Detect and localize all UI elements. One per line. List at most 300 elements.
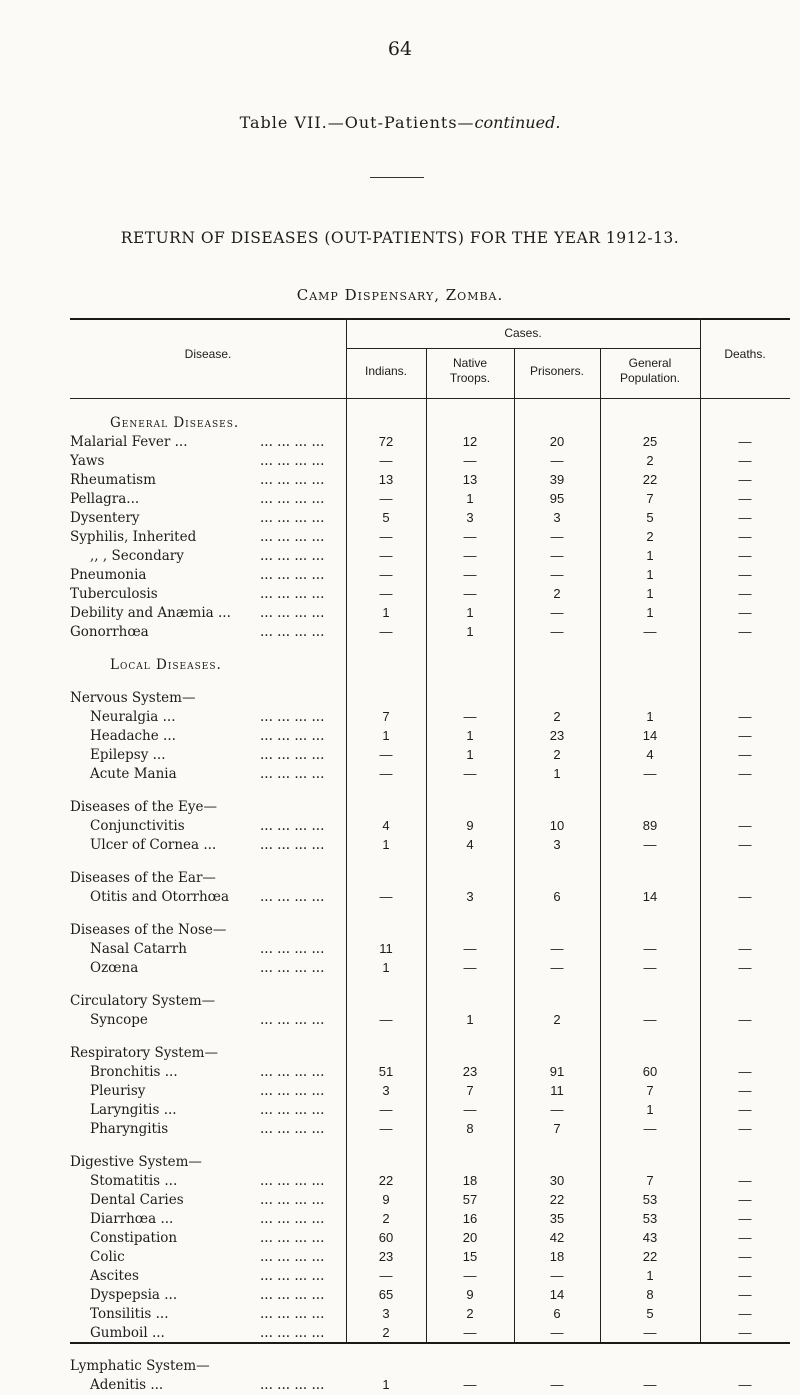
cell-prisoners: 42: [549, 1230, 565, 1245]
cell-indians: 72: [378, 434, 394, 449]
cell-general-population: 8: [646, 1287, 654, 1302]
cases-header-rule: [346, 348, 700, 349]
cell-indians: —: [379, 586, 393, 601]
cell-prisoners: 2: [553, 1012, 561, 1027]
cell-native-troops: —: [463, 586, 477, 601]
cell-general-population: 5: [646, 1306, 654, 1321]
header-bottom-rule: [70, 398, 790, 399]
cell-native-troops: 12: [462, 434, 478, 449]
cell-general-population: 43: [642, 1230, 658, 1245]
group-heading: Diseases of the Nose—: [70, 922, 227, 938]
group-row: [70, 1152, 790, 1172]
cell-deaths: —: [738, 491, 752, 506]
table-row: [70, 1171, 790, 1191]
cell-native-troops: 1: [466, 747, 474, 762]
cell-native-troops: 1: [466, 1012, 474, 1027]
disease-name: Pellagra...: [70, 491, 140, 507]
cell-prisoners: —: [550, 624, 564, 639]
cell-deaths: —: [738, 1102, 752, 1117]
disease-name: Rheumatism: [70, 472, 156, 488]
group-row: [70, 991, 790, 1011]
cell-indians: —: [379, 1012, 393, 1027]
leader-dots: ... ... ... ...: [260, 1102, 325, 1118]
disease-name: Debility and Anæmia ...: [70, 605, 231, 621]
leader-dots: ... ... ... ...: [260, 1121, 325, 1137]
disease-name: Gumboil ...: [90, 1325, 165, 1341]
disease-name: Gonorrhœa: [70, 624, 149, 640]
cell-native-troops: 15: [462, 1249, 478, 1264]
leader-dots: ... ... ... ...: [260, 709, 325, 725]
cell-deaths: —: [738, 941, 752, 956]
cell-prisoners: —: [550, 1377, 564, 1392]
cell-indians: 1: [382, 605, 390, 620]
cell-prisoners: —: [550, 548, 564, 563]
cell-general-population: —: [643, 624, 657, 639]
disease-name: Conjunctivitis: [90, 818, 185, 834]
disease-name: Malarial Fever ...: [70, 434, 188, 450]
leader-dots: ... ... ... ...: [260, 605, 325, 621]
section-heading: Local Diseases.: [110, 657, 222, 673]
cell-general-population: 53: [642, 1192, 658, 1207]
cell-indians: 2: [382, 1211, 390, 1226]
table-row: [70, 958, 790, 978]
cell-native-troops: —: [463, 1102, 477, 1117]
title-divider: [370, 177, 424, 178]
header-native-troops: Native Troops.: [449, 356, 491, 385]
cell-prisoners: 35: [549, 1211, 565, 1226]
leader-dots: ... ... ... ...: [260, 1230, 325, 1246]
cell-prisoners: 10: [549, 818, 565, 833]
cell-prisoners: —: [550, 941, 564, 956]
cell-prisoners: —: [550, 960, 564, 975]
table-row: [70, 1081, 790, 1101]
table-row: [70, 1190, 790, 1210]
leader-dots: ... ... ... ...: [260, 1287, 325, 1303]
cell-native-troops: 13: [462, 472, 478, 487]
table-row: [70, 508, 790, 528]
cell-general-population: 89: [642, 818, 658, 833]
cell-general-population: 1: [646, 605, 654, 620]
cell-general-population: —: [643, 1121, 657, 1136]
disease-name: Syncope: [90, 1012, 148, 1028]
cell-indians: —: [379, 1102, 393, 1117]
leader-dots: ... ... ... ...: [260, 1377, 325, 1393]
cell-deaths: —: [738, 605, 752, 620]
cell-indians: —: [379, 529, 393, 544]
disease-name: Pleurisy: [90, 1083, 146, 1099]
table-row: [70, 565, 790, 585]
cell-indians: —: [379, 624, 393, 639]
table-row: [70, 432, 790, 452]
cell-indians: 7: [382, 709, 390, 724]
cell-native-troops: 2: [466, 1306, 474, 1321]
cell-general-population: 25: [642, 434, 658, 449]
disease-name: Bronchitis ...: [90, 1064, 178, 1080]
cell-indians: 23: [378, 1249, 394, 1264]
cell-native-troops: 9: [466, 818, 474, 833]
disease-name: Stomatitis ...: [90, 1173, 178, 1189]
disease-name: Tonsilitis ...: [90, 1306, 169, 1322]
disease-table: [70, 318, 790, 1393]
cell-native-troops: 18: [462, 1173, 478, 1188]
cell-general-population: —: [643, 1377, 657, 1392]
cell-indians: —: [379, 567, 393, 582]
table-row: [70, 1323, 790, 1343]
cell-general-population: 7: [646, 491, 654, 506]
disease-name: Ozœna: [90, 960, 139, 976]
cell-prisoners: 7: [553, 1121, 561, 1136]
cell-deaths: —: [738, 510, 752, 525]
cell-deaths: —: [738, 1012, 752, 1027]
leader-dots: ... ... ... ...: [260, 434, 325, 450]
leader-dots: ... ... ... ...: [260, 1268, 325, 1284]
cell-deaths: —: [738, 1083, 752, 1098]
cell-indians: —: [379, 491, 393, 506]
disease-name: ,, , Secondary: [90, 548, 184, 564]
disease-name: Neuralgia ...: [90, 709, 176, 725]
disease-name: Diarrhœa ...: [90, 1211, 174, 1227]
header-deaths: Deaths.: [724, 347, 766, 361]
cell-native-troops: —: [463, 709, 477, 724]
cell-indians: 60: [378, 1230, 394, 1245]
cell-native-troops: —: [463, 766, 477, 781]
leader-dots: ... ... ... ...: [260, 941, 325, 957]
disease-name: Acute Mania: [90, 766, 177, 782]
cell-deaths: —: [738, 889, 752, 904]
cell-deaths: —: [738, 709, 752, 724]
cell-deaths: —: [738, 1249, 752, 1264]
cell-prisoners: 2: [553, 709, 561, 724]
cell-deaths: —: [738, 586, 752, 601]
cell-general-population: 22: [642, 1249, 658, 1264]
cell-native-troops: 16: [462, 1211, 478, 1226]
group-heading: Diseases of the Eye—: [70, 799, 218, 815]
table-row: [70, 939, 790, 959]
cell-indians: 1: [382, 728, 390, 743]
cell-native-troops: —: [463, 548, 477, 563]
cell-native-troops: 3: [466, 510, 474, 525]
cell-prisoners: 22: [549, 1192, 565, 1207]
leader-dots: ... ... ... ...: [260, 1192, 325, 1208]
cell-deaths: —: [738, 818, 752, 833]
cell-general-population: 1: [646, 586, 654, 601]
table-row: [70, 1228, 790, 1248]
cell-general-population: 22: [642, 472, 658, 487]
cell-indians: —: [379, 766, 393, 781]
disease-name: Dyspepsia ...: [90, 1287, 178, 1303]
cell-prisoners: 39: [549, 472, 565, 487]
table-row: [70, 603, 790, 623]
disease-name: Laryngitis ...: [90, 1102, 177, 1118]
cell-general-population: 1: [646, 1268, 654, 1283]
table-row: [70, 707, 790, 727]
cell-general-population: 53: [642, 1211, 658, 1226]
leader-dots: ... ... ... ...: [260, 510, 325, 526]
table-row: [70, 489, 790, 509]
cell-indians: 51: [378, 1064, 394, 1079]
cell-prisoners: —: [550, 567, 564, 582]
table-row: [70, 726, 790, 746]
cell-general-population: 5: [646, 510, 654, 525]
table-row: [70, 835, 790, 855]
cell-native-troops: 1: [466, 605, 474, 620]
table-row: [70, 470, 790, 490]
group-heading: Lymphatic System—: [70, 1358, 210, 1374]
table-row: [70, 1304, 790, 1324]
section-heading: General Diseases.: [110, 415, 240, 431]
leader-dots: ... ... ... ...: [260, 1249, 325, 1265]
cell-deaths: —: [738, 1192, 752, 1207]
table-row: [70, 1010, 790, 1030]
disease-name: Yaws: [70, 453, 105, 469]
cell-indians: 65: [378, 1287, 394, 1302]
cell-native-troops: 4: [466, 837, 474, 852]
cell-general-population: 14: [642, 889, 658, 904]
cell-general-population: 7: [646, 1173, 654, 1188]
cell-prisoners: 6: [553, 889, 561, 904]
leader-dots: ... ... ... ...: [260, 960, 325, 976]
leader-dots: ... ... ... ...: [260, 747, 325, 763]
cell-indians: —: [379, 548, 393, 563]
cell-prisoners: 1: [553, 766, 561, 781]
table-row: [70, 1247, 790, 1267]
table-row: [70, 451, 790, 471]
table-row: [70, 764, 790, 784]
cell-prisoners: 20: [549, 434, 565, 449]
disease-name: Colic: [90, 1249, 125, 1265]
leader-dots: ... ... ... ...: [260, 818, 325, 834]
leader-dots: ... ... ... ...: [260, 453, 325, 469]
header-prisoners: Prisoners.: [529, 364, 585, 378]
cell-native-troops: —: [463, 941, 477, 956]
cell-native-troops: 8: [466, 1121, 474, 1136]
cell-native-troops: 57: [462, 1192, 478, 1207]
cell-general-population: —: [643, 960, 657, 975]
table-row: [70, 887, 790, 907]
cell-deaths: —: [738, 728, 752, 743]
cell-prisoners: 3: [553, 510, 561, 525]
cell-native-troops: —: [463, 1325, 477, 1340]
leader-dots: ... ... ... ...: [260, 728, 325, 744]
leader-dots: ... ... ... ...: [260, 586, 325, 602]
cell-prisoners: —: [550, 605, 564, 620]
cell-indians: 3: [382, 1083, 390, 1098]
header-cases: Cases.: [504, 326, 542, 340]
cell-indians: 1: [382, 837, 390, 852]
cell-indians: 1: [382, 1377, 390, 1392]
leader-dots: ... ... ... ...: [260, 548, 325, 564]
cell-deaths: —: [738, 747, 752, 762]
leader-dots: ... ... ... ...: [260, 1306, 325, 1322]
disease-name: Headache ...: [90, 728, 176, 744]
cell-general-population: —: [643, 766, 657, 781]
table-top-rule: [70, 318, 790, 320]
leader-dots: ... ... ... ...: [260, 1064, 325, 1080]
cell-general-population: 1: [646, 548, 654, 563]
cell-general-population: 7: [646, 1083, 654, 1098]
table-row: [70, 1375, 790, 1395]
cell-prisoners: 95: [549, 491, 565, 506]
leader-dots: ... ... ... ...: [260, 567, 325, 583]
table-title: [0, 113, 800, 132]
group-row: [70, 1356, 790, 1376]
camp-title: Camp Dispensary, Zomba.: [296, 286, 504, 304]
table-title-continued: continued.: [474, 113, 561, 132]
group-row: [70, 797, 790, 817]
cell-prisoners: 2: [553, 747, 561, 762]
disease-name: Adenitis ...: [90, 1377, 164, 1393]
disease-name: Ascites: [90, 1268, 139, 1284]
cell-indians: 9: [382, 1192, 390, 1207]
cell-deaths: —: [738, 434, 752, 449]
cell-indians: —: [379, 453, 393, 468]
cell-prisoners: 14: [549, 1287, 565, 1302]
cell-indians: —: [379, 1121, 393, 1136]
cell-deaths: —: [738, 472, 752, 487]
cell-native-troops: —: [463, 453, 477, 468]
table-row: [70, 1062, 790, 1082]
cell-general-population: 2: [646, 529, 654, 544]
group-heading: Diseases of the Ear—: [70, 870, 216, 886]
cell-indians: 11: [379, 941, 393, 956]
table-row: [70, 527, 790, 547]
table-row: [70, 1119, 790, 1139]
cell-deaths: —: [738, 567, 752, 582]
cell-deaths: —: [738, 837, 752, 852]
cell-deaths: —: [738, 1211, 752, 1226]
cell-prisoners: 6: [553, 1306, 561, 1321]
leader-dots: ... ... ... ...: [260, 491, 325, 507]
cell-prisoners: —: [550, 1102, 564, 1117]
cell-prisoners: 18: [549, 1249, 565, 1264]
leader-dots: ... ... ... ...: [260, 766, 325, 782]
cell-native-troops: 23: [462, 1064, 478, 1079]
table-row: [70, 622, 790, 642]
table-row: [70, 1209, 790, 1229]
cell-deaths: —: [738, 960, 752, 975]
leader-dots: ... ... ... ...: [260, 1173, 325, 1189]
group-heading: Circulatory System—: [70, 993, 216, 1009]
disease-name: Dental Caries: [90, 1192, 184, 1208]
cell-indians: 13: [378, 472, 394, 487]
cell-prisoners: 3: [553, 837, 561, 852]
cell-indians: —: [379, 889, 393, 904]
disease-name: Ulcer of Cornea ...: [90, 837, 217, 853]
cell-native-troops: —: [463, 567, 477, 582]
cell-native-troops: 1: [466, 728, 474, 743]
disease-name: Otitis and Otorrhœa: [90, 889, 230, 905]
cell-general-population: —: [643, 941, 657, 956]
leader-dots: ... ... ... ...: [260, 1083, 325, 1099]
cell-general-population: 4: [646, 747, 654, 762]
cell-indians: 2: [382, 1325, 390, 1340]
cell-indians: —: [379, 747, 393, 762]
cell-deaths: —: [738, 548, 752, 563]
cell-native-troops: 20: [462, 1230, 478, 1245]
cell-deaths: —: [738, 453, 752, 468]
cell-deaths: —: [738, 1064, 752, 1079]
cell-indians: 3: [382, 1306, 390, 1321]
leader-dots: ... ... ... ...: [260, 624, 325, 640]
disease-name: Tuberculosis: [70, 586, 158, 602]
cell-deaths: —: [738, 1287, 752, 1302]
page-number: 64: [387, 38, 413, 60]
table-row: [70, 1266, 790, 1286]
cell-prisoners: —: [550, 453, 564, 468]
cell-general-population: 60: [642, 1064, 658, 1079]
cell-general-population: 2: [646, 453, 654, 468]
group-row: [70, 1043, 790, 1063]
leader-dots: ... ... ... ...: [260, 889, 325, 905]
cell-deaths: —: [738, 1325, 752, 1340]
cell-deaths: —: [738, 624, 752, 639]
cell-general-population: 1: [646, 1102, 654, 1117]
cell-prisoners: —: [550, 1268, 564, 1283]
cell-deaths: —: [738, 1121, 752, 1136]
group-heading: Digestive System—: [70, 1154, 202, 1170]
cell-indians: 4: [382, 818, 390, 833]
cell-deaths: —: [738, 529, 752, 544]
cell-native-troops: —: [463, 529, 477, 544]
cell-deaths: —: [738, 1306, 752, 1321]
cell-general-population: 1: [646, 567, 654, 582]
cell-deaths: —: [738, 1230, 752, 1245]
disease-name: Constipation: [90, 1230, 178, 1246]
section-row: [70, 655, 790, 675]
disease-name: Dysentery: [70, 510, 140, 526]
group-heading: Respiratory System—: [70, 1045, 218, 1061]
cell-general-population: —: [643, 837, 657, 852]
cell-prisoners: 30: [549, 1173, 565, 1188]
disease-name: Epilepsy ...: [90, 747, 166, 763]
cell-native-troops: 9: [466, 1287, 474, 1302]
cell-deaths: —: [738, 1377, 752, 1392]
table-row: [70, 584, 790, 604]
return-title: RETURN OF DISEASES (OUT-PATIENTS) FOR THE YEAR 1912-13.: [120, 229, 680, 247]
table-row: [70, 1100, 790, 1120]
group-heading: Nervous System—: [70, 690, 196, 706]
table-row: [70, 816, 790, 836]
group-row: [70, 920, 790, 940]
cell-native-troops: 1: [466, 624, 474, 639]
cell-native-troops: 1: [466, 491, 474, 506]
cell-general-population: —: [643, 1325, 657, 1340]
leader-dots: ... ... ... ...: [260, 1012, 325, 1028]
section-row: [70, 413, 790, 433]
cell-general-population: —: [643, 1012, 657, 1027]
leader-dots: ... ... ... ...: [260, 1325, 325, 1341]
cell-native-troops: —: [463, 1268, 477, 1283]
cell-prisoners: 2: [553, 586, 561, 601]
table-row: [70, 1285, 790, 1305]
disease-name: Syphilis, Inherited: [70, 529, 197, 545]
group-row: [70, 688, 790, 708]
leader-dots: ... ... ... ...: [260, 472, 325, 488]
cell-prisoners: 23: [549, 728, 565, 743]
disease-name: Pharyngitis: [90, 1121, 169, 1137]
leader-dots: ... ... ... ...: [260, 837, 325, 853]
cell-native-troops: —: [463, 1377, 477, 1392]
table-row: [70, 745, 790, 765]
table-row: [70, 546, 790, 566]
cell-native-troops: 3: [466, 889, 474, 904]
disease-name: Pneumonia: [70, 567, 147, 583]
cell-native-troops: —: [463, 960, 477, 975]
cell-indians: —: [379, 1268, 393, 1283]
leader-dots: ... ... ... ...: [260, 529, 325, 545]
cell-general-population: 1: [646, 709, 654, 724]
cell-deaths: —: [738, 766, 752, 781]
